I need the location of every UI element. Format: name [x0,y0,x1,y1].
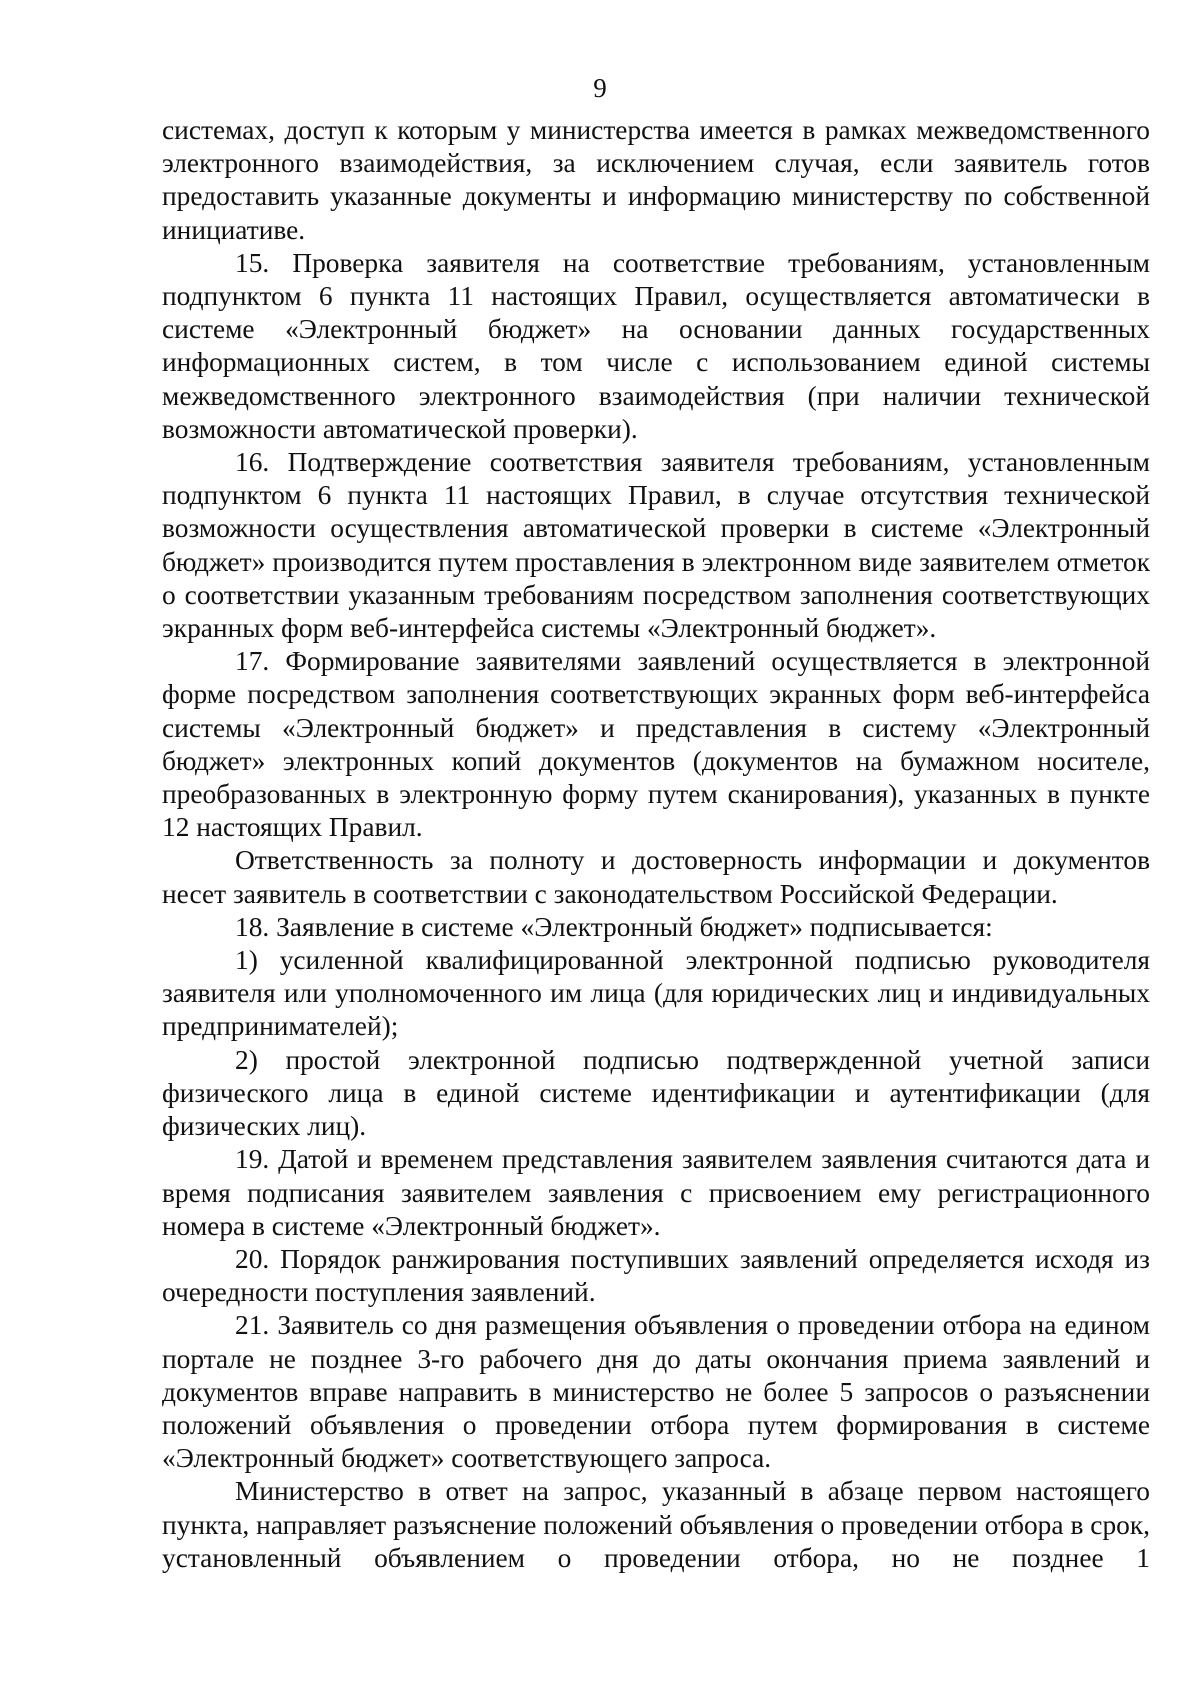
paragraph-18: 18. Заявление в системе «Электронный бюджет» подписывается: [235,911,993,942]
paragraph-15: 15. Проверка заявителя на соответствие требованиям, установленным подпунктом 6 пункта 11 настоящих Правил, осуществляется автоматически в системе «Электронный бюджет» на основании данных государственных информационных систем, в том числе с использованием единой системы межведомственного электронного взаимодействия (при наличии технической возможности автоматической проверки). [162,247,1150,444]
paragraph-17: 17. Формирование заявителями заявлений осуществляется в электронной форме посредством заполнения соответствующих экранных форм веб-интерфейса системы «Электронный бюджет» и представления в систему «Электронный бюджет» электронных копий документов (документов на бумажном носителе, преобразованных в электронную форму путем сканирования), указанных в пункте 12 настоящих Правил. [162,646,1150,843]
paragraph-20: 20. Порядок ранжирования поступивших заявлений определяется исходя из очередности поступления заявлений. [162,1243,1150,1308]
paragraph-19: 19. Датой и временем представления заявителем заявления считаются дата и время подписания заявителем заявления с присвоением ему регистрационного номера в системе «Электронный бюджет». [162,1144,1150,1241]
paragraph-18-item-1: 1) усиленной квалифицированной электронной подписью руководителя заявителя или уполномоченного им лица (для юридических лиц и индивидуальных предпринимателей); [162,945,1150,1042]
paragraph-17-responsibility: Ответственность за полноту и достоверность информации и документов несет заявитель в соответствии с законодательством Российской Федерации. [162,845,1150,909]
paragraph-16: 16. Подтверждение соответствия заявителя требованиям, установленным подпунктом 6 пункта 11 настоящих Правил, в случае отсутствия технической возможности осуществления автоматической проверки в системе «Электронный бюджет» производится путем проставления в электронном виде заявителем отметок о соответствии указанным требованиям посредством заполнения соответствующих экранных форм веб-интерфейса системы «Электронный бюджет». [162,447,1150,644]
page-number: 9 [593,73,607,103]
paragraph-21-ministry: Министерство в ответ на запрос, указанный в абзаце первом настоящего пункта, направляет разъяснение положений объявления о проведении отбора в срок, установленный объявлением о проведении отбора, но не позднее 1 [162,1476,1150,1573]
paragraph-21: 21. Заявитель со дня размещения объявления о проведении отбора на едином портале не позднее 3-го рабочего дня до даты окончания приема заявлений и документов вправе направить в министерство не более 5 запросов о разъяснении положений объявления о проведении отбора путем формирования в системе «Электронный бюджет» соответствующего запроса. [162,1310,1150,1474]
paragraph-continuation: системах, доступ к которым у министерства имеется в рамках межведомственного электронного взаимодействия, за исключением случая, если заявитель готов предоставить указанные документы и информацию министерству по собственной инициативе. [162,115,1150,245]
document-body [162,114,1150,1575]
paragraph-18-item-2: 2) простой электронной подписью подтвержденной учетной записи физического лица в единой системе идентификации и аутентификации (для физических лиц). [162,1044,1150,1142]
